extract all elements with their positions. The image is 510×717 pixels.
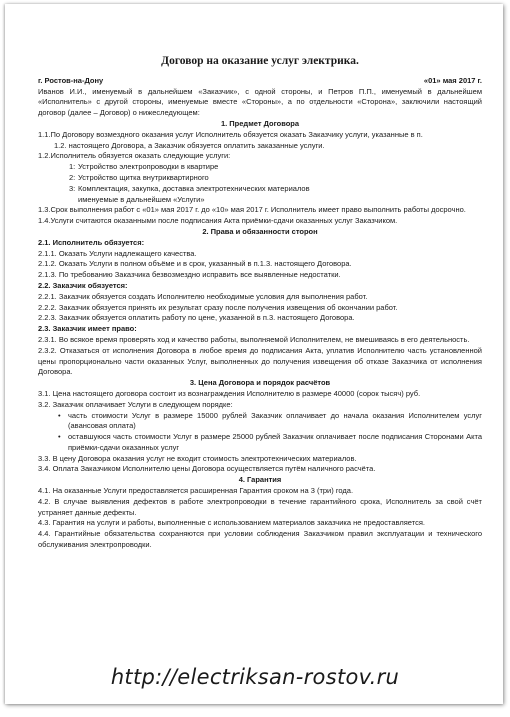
clause-3-2: 3.2. Заказчик оплачивает Услуги в следующем порядке: [38, 399, 233, 409]
services-tail: именуемые в дальнейшем «Услуги» [78, 194, 205, 204]
clause-2-3-2: 2.3.2. Отказаться от исполнения Договора в любое время до подписания Акта, уплатив Исполнителю часть установленной цены пропорционально части оказанных Услуг, выполненных до получения извещения об отказе Заказчика от исполнения Договора. [38, 345, 482, 377]
preamble: Иванов И.И., именуемый в дальнейшем «Заказчик», с одной стороны, и Петров П.П., именуемый в дальнейшем «Исполнитель» с другой стороны, именуемые вместе «Стороны», а по отдельности «Сторона», заключили настоящий договор (далее – Договор) о нижеследующем: [38, 86, 482, 118]
service-item-number: 3: [69, 183, 76, 193]
clause-2-2-2: 2.2.2. Заказчик обязуется принять их результат сразу после получения извещения об окончании работ. [38, 302, 398, 312]
clause-1-3: 1.3.Срок выполнения работ с «01» мая 2017 г. до «10» мая 2017 г. Исполнитель имеет право выполнить работы досрочно. [38, 205, 466, 215]
clause-2-1-3: 2.1.3. По требованию Заказчика безвозмездно исправить все выявленные недостатки. [38, 270, 341, 280]
service-item-1 [38, 162, 482, 173]
clause-2-1-1: 2.1.1. Оказать Услуги надлежащего качества. [38, 248, 197, 258]
service-item-number: 2: [69, 172, 76, 182]
clause-4-4: 4.4. Гарантийные обязательства сохраняются при условии соблюдения Заказчиком правил эксплуатации и технического обслуживания электропроводки. [38, 529, 482, 550]
city: г. Ростов-на-Дону [38, 75, 104, 85]
section-3-title: 3. Цена Договора и порядок расчётов [189, 378, 331, 388]
clause-4-1: 4.1. На оказанные Услуги предоставляется расширенная Гарантия сроком на 3 (три) года. [38, 486, 354, 496]
payment-bullet-1 [38, 411, 482, 433]
clause-4-3: 4.3. Гарантия на услуги и работы, выполненные с использованием материалов заказчика не предоставляется. [38, 518, 425, 528]
section-4-title: 4. Гарантия [238, 475, 282, 485]
clause-3-3: 3.3. В цену Договора оказания услуг не входит стоимость электротехнических материалов. [38, 453, 357, 463]
header-line [38, 76, 482, 87]
service-item-2 [38, 173, 482, 184]
clause-1-4: 1.4.Услуги считаются оказанными после подписания Акта приёмки-сдачи оказанных услуг Заказчиком. [38, 216, 398, 226]
heading-2-1: 2.1. Исполнитель обязуется: [38, 237, 145, 247]
clause-2-3-1: 2.3.1. Во всякое время проверять ход и качество работы, выполняемой Исполнителем, не вмешиваясь в его деятельность. [38, 334, 470, 344]
document-title: Договор на оказание услуг электрика. [161, 55, 359, 67]
watermark-url: http://electriksan-rostov.ru [110, 665, 400, 689]
service-item-text: Устройство щитка внутриквартирного [78, 172, 209, 182]
clause-1-2: 1.2.Исполнитель обязуется оказать следующие услуги: [38, 151, 231, 161]
service-item-text: Комплектация, закупка, доставка электротехнических материалов [78, 183, 310, 193]
section-2-title: 2. Права и обязанности сторон [202, 226, 318, 236]
heading-2-2: 2.2. Заказчик обязуется: [38, 280, 128, 290]
bullet-icon: • [58, 410, 61, 420]
clause-3-4: 3.4. Оплата Заказчиком Исполнителю цены Договора осуществляется путём наличного расчёта. [38, 464, 376, 474]
payment-bullet-2 [38, 432, 482, 454]
clause-1-1b: 1.2. настоящего Договора, а Заказчик обязуется оплатить заказанные услуги. [54, 140, 325, 150]
clause-2-1-2: 2.1.2. Оказать Услуги в полном объёме и в срок, указанный в п.1.3. настоящего Договора. [38, 259, 352, 269]
service-item-3 [38, 184, 482, 195]
heading-2-3: 2.3. Заказчик имеет право: [38, 324, 137, 334]
clause-2-2-3: 2.2.3. Заказчик обязуется оплатить работу по цене, указанной в п.3. настоящего Договора. [38, 313, 355, 323]
clause-3-1: 3.1. Цена настоящего договора состоит из вознаграждения Исполнителю в размере 40000 (сорок тысяч) руб. [38, 388, 421, 398]
payment-bullet-text: часть стоимости Услуг в размере 15000 рублей Заказчик оплачивает до начала оказания Исполнителем услуг (авансовая оплата) [68, 410, 482, 431]
service-item-number: 1: [69, 162, 76, 172]
clause-4-2: 4.2. В случае выявления дефектов в работе электропроводки в течение гарантийного срока, Исполнитель за свой счёт устраняет данные дефекты. [38, 496, 482, 517]
contract-date: «01» мая 2017 г. [423, 75, 482, 85]
clause-1-1a: 1.1.По Договору возмездного оказания услуг Исполнитель обязуется оказать Заказчику услуги, указанные в п. [38, 129, 423, 139]
bullet-icon: • [58, 432, 61, 442]
service-item-text: Устройство электропроводки в квартире [78, 162, 219, 172]
document-page [5, 4, 503, 704]
section-1-title: 1. Предмет Договора [220, 118, 300, 128]
payment-bullet-text: оставшуюся часть стоимости Услуг в размере 25000 рублей Заказчик оплачивает после подписания Сторонами Акта приёмки-сдачи оказанных услуг [68, 432, 482, 452]
contract-body [38, 56, 482, 551]
clause-2-2-1: 2.2.1. Заказчик обязуется создать Исполнителю необходимые условия для выполнения работ. [38, 291, 368, 301]
